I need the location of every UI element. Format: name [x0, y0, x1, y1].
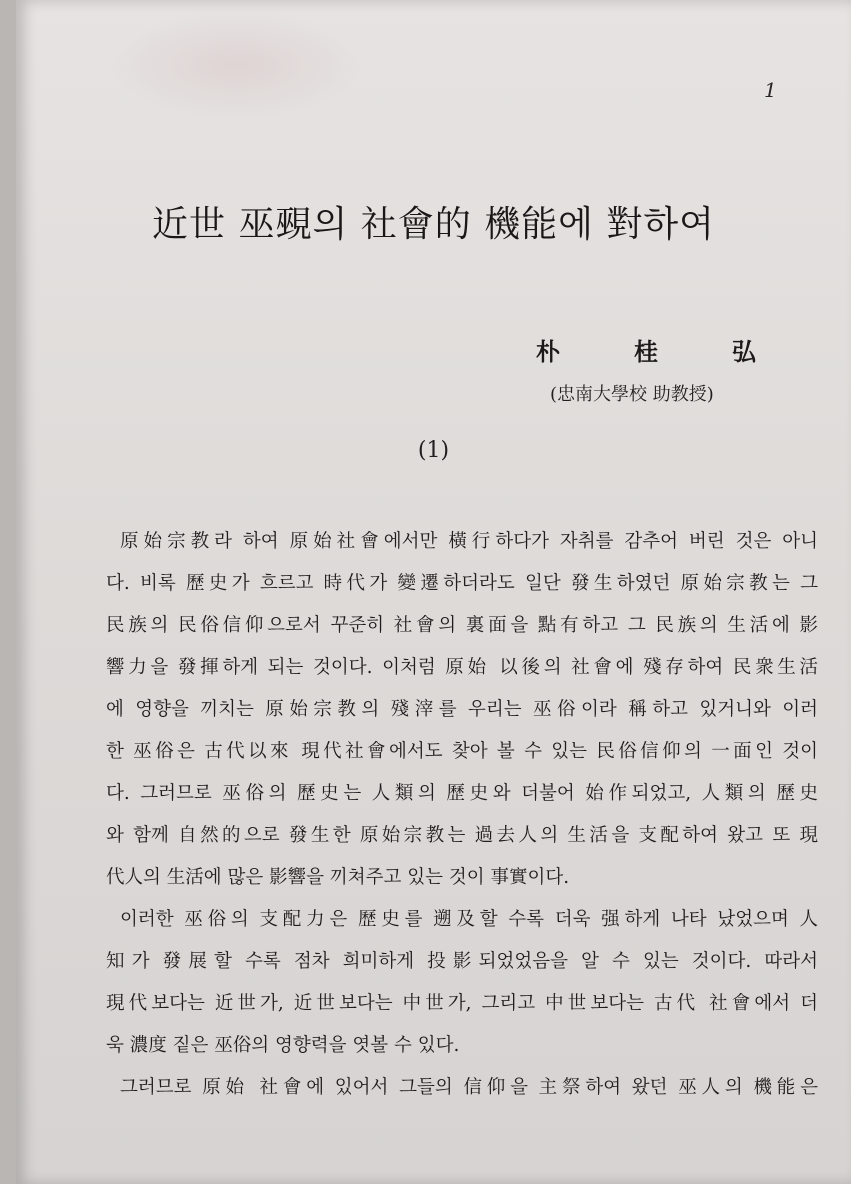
- paper-stain: [106, 10, 366, 120]
- text-line: 原始宗教라 하여 原始社會에서만 橫行하다가 자취를 감추어 버린 것은 아니: [120, 531, 818, 552]
- text-line: 民族의 民俗信仰으로서 꾸준히 社會의 裏面을 點有하고 그 民族의 生活에 影: [106, 615, 818, 636]
- section-number: (1): [417, 438, 450, 463]
- author-name: [536, 332, 756, 367]
- document-page: [16, 0, 851, 1184]
- author-char: 朴: [536, 337, 560, 366]
- paragraph-1: [106, 521, 818, 899]
- text-line: 現代보다는 近世가, 近世보다는 中世가, 그리고 中世보다는 古代 社會에서 더: [106, 993, 818, 1014]
- author-affiliation: (忠南大學校 助教授): [550, 384, 714, 405]
- author-char: 桂: [634, 337, 658, 366]
- page-number: 1: [764, 78, 777, 102]
- text-line: 한 巫俗은 古代以來 現代社會에서도 찾아 볼 수 있는 民俗信仰의 一面인 것이: [106, 741, 818, 762]
- author-char: 弘: [732, 337, 756, 366]
- article-title: 近世 巫覡의 社會的 機能에 對하여: [152, 204, 715, 245]
- body-text: [106, 521, 818, 1109]
- paragraph-2: [106, 899, 818, 1067]
- text-line: 이러한 巫俗의 支配力은 歷史를 遡及할 수록 더욱 强하게 나타 났었으며 人: [120, 909, 818, 930]
- text-line: 知가 發展할 수록 점차 희미하게 投影되었었음을 알 수 있는 것이다. 따라서: [106, 951, 818, 972]
- text-line: 代人의 生活에 많은 影響을 끼쳐주고 있는 것이 事實이다.: [106, 867, 570, 888]
- text-line: 와 함께 自然的으로 發生한 原始宗教는 過去人의 生活을 支配하여 왔고 또 現: [106, 825, 818, 846]
- text-line: 욱 濃度 짙은 巫俗의 영향력을 엿볼 수 있다.: [106, 1035, 460, 1056]
- paragraph-3: [106, 1067, 818, 1109]
- text-line: 다. 그러므로 巫俗의 歷史는 人類의 歷史와 더불어 始作되었고, 人類의 歷史: [106, 783, 818, 804]
- text-line: 그러므로 原始 社會에 있어서 그들의 信仰을 主祭하여 왔던 巫人의 機能은: [120, 1077, 818, 1098]
- text-line: 에 영향을 끼치는 原始宗教의 殘滓를 우리는 巫俗이라 稱하고 있거니와 이러: [106, 699, 818, 720]
- text-line: 다. 비록 歷史가 흐르고 時代가 變遷하더라도 일단 發生하였던 原始宗教는 그: [106, 573, 818, 594]
- text-line: 響力을 發揮하게 되는 것이다. 이처럼 原始 以後의 社會에 殘存하여 民衆生活: [106, 657, 818, 678]
